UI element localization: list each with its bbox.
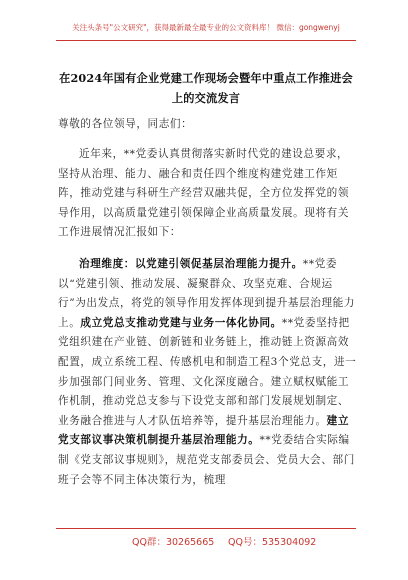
subheading: 建立党支部议事决策机制提升基层治理能力。 (58, 414, 350, 447)
document-title-line-1: 在2024年国有企业党建工作现场会暨年中重点工作推进会 (59, 71, 353, 85)
paragraph-intro: 近年来，**党委认真贯彻落实新时代党的建设总要求，坚持从治理、能力、融合和责任四个维度构建党建工作矩阵，推动党建与科研生产经营双融共促，全方位发挥党的领导作用，以高质量党建引领保障企业高质量发展。现将有关工作进展情况汇报如下： (58, 148, 350, 239)
subheading: 成立党总支推动党建与业务一体化协同。 (80, 316, 282, 329)
paragraph-governance (58, 255, 358, 490)
paragraph-text: **党委结合实际编制《党支部议事规则》，规范党支部委员会、党员大会、部门班子会等不同主体决策行为，梳理 (58, 434, 355, 486)
header-divider (56, 40, 356, 41)
footer-qq-group: QQ群：30265665 (132, 537, 215, 548)
header-banner: 关注头条号"公文研究"，获得最新最全最专业的公文资料库！ 微信：gongwenyj (72, 23, 340, 32)
footer-qq-number: QQ号：535304092 (228, 537, 317, 548)
footer-divider (56, 528, 356, 529)
footer (56, 534, 356, 550)
paragraph-text: **党委坚持把党组织建在产业链、创新链和业务链上，推动链上资源高效配置，成立系统工程、传感机电和制造工程3个党总支，进一步加强部门间业务、管理、文化深度融合。建立赋权赋能工作机制，推动党总支参与下设党支部和部门发展规划制定、业务融合推进与人才队伍培养等，提升基层治理能力。 (58, 316, 357, 427)
paragraph-text: **党委以“党建引领、推动发展、凝聚群众、攻坚克难、合规运行”为出发点，将党的领导作用发挥体现到提升基层治理能力上。 (58, 258, 356, 329)
salutation: 尊敬的各位领导，同志们： (58, 118, 193, 130)
section-heading: 治理维度：以党建引领促基层治理能力提升。 (79, 258, 303, 270)
document-title-line-2: 上的交流发言 (171, 91, 241, 105)
